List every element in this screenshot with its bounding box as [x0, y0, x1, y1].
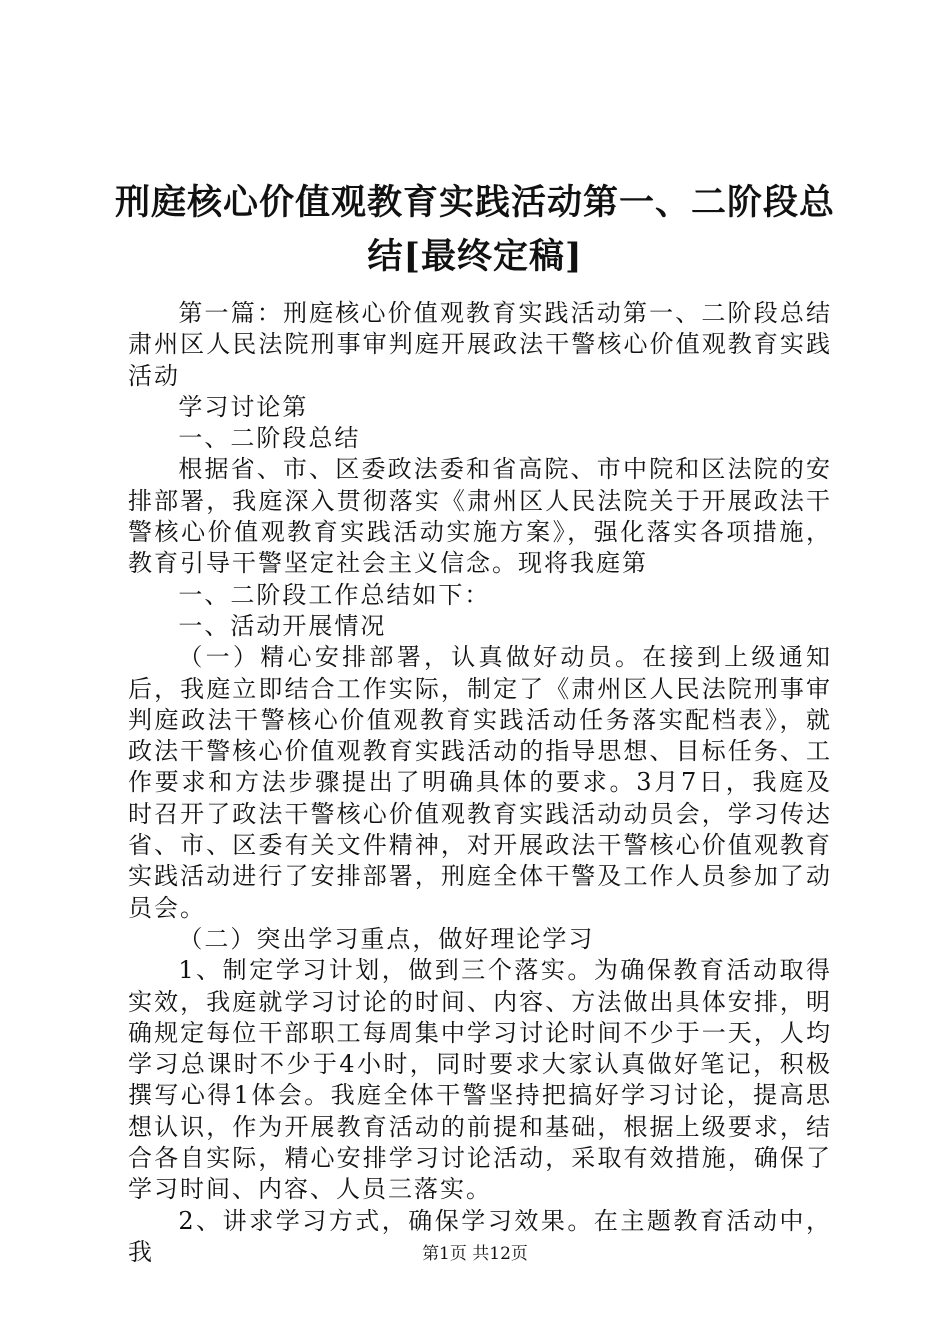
document-body	[128, 298, 832, 1268]
paragraph: 第一篇：刑庭核心价值观教育实践活动第一、二阶段总结肃州区人民法院刑事审判庭开展政法干警核心价值观教育实践活动	[128, 299, 832, 390]
paragraph: 1、制定学习计划，做到三个落实。为确保教育活动取得实效，我庭就学习讨论的时间、内容、方法做出具体安排，明确规定每位干部职工每周集中学习讨论时间不少于一天，人均学习总课时不少于4小时，同时要求大家认真做好笔记，积极撰写心得1体会。我庭全体干警坚持把搞好学习讨论，提高思想认识，作为开展教育活动的前提和基础，根据上级要求，结合各自实际，精心安排学习讨论活动，采取有效措施，确保了学习时间、内容、人员三落实。	[128, 956, 832, 1204]
paragraph: 根据省、市、区委政法委和省高院、市中院和区法院的安排部署，我庭深入贯彻落实《肃州区人民法院关于开展政法干警核心价值观教育实践活动实施方案》，强化落实各项措施，教育引导干警坚定社会主义信念。现将我庭第	[128, 455, 832, 578]
paragraph: （一）精心安排部署，认真做好动员。在接到上级通知后，我庭立即结合工作实际，制定了《肃州区人民法院刑事审判庭政法干警核心价值观教育实践活动任务落实配档表》，就政法干警核心价值观教育实践活动的指导思想、目标任务、工作要求和方法步骤提出了明确具体的要求。3月7日，我庭及时召开了政法干警核心价值观教育实践活动动员会，学习传达省、市、区委有关文件精神，对开展政法干警核心价值观教育实践活动进行了安排部署，刑庭全体干警及工作人员参加了动员会。	[128, 643, 832, 922]
paragraph: 一、二阶段工作总结如下：	[178, 580, 491, 609]
paragraph: （二）突出学习重点，做好理论学习	[178, 924, 595, 953]
paragraph: 一、二阶段总结	[178, 424, 361, 453]
page-footer: 第1页 共12页	[422, 1244, 528, 1264]
document-title: 刑庭核心价值观教育实践活动第一、二阶段总结[最终定稿]	[115, 182, 836, 277]
paragraph: 学习讨论第	[178, 392, 309, 421]
paragraph: 2、讲求学习方式，确保学习效果。在主题教育活动中，我	[128, 1206, 832, 1266]
paragraph: 一、活动开展情况	[178, 611, 387, 640]
